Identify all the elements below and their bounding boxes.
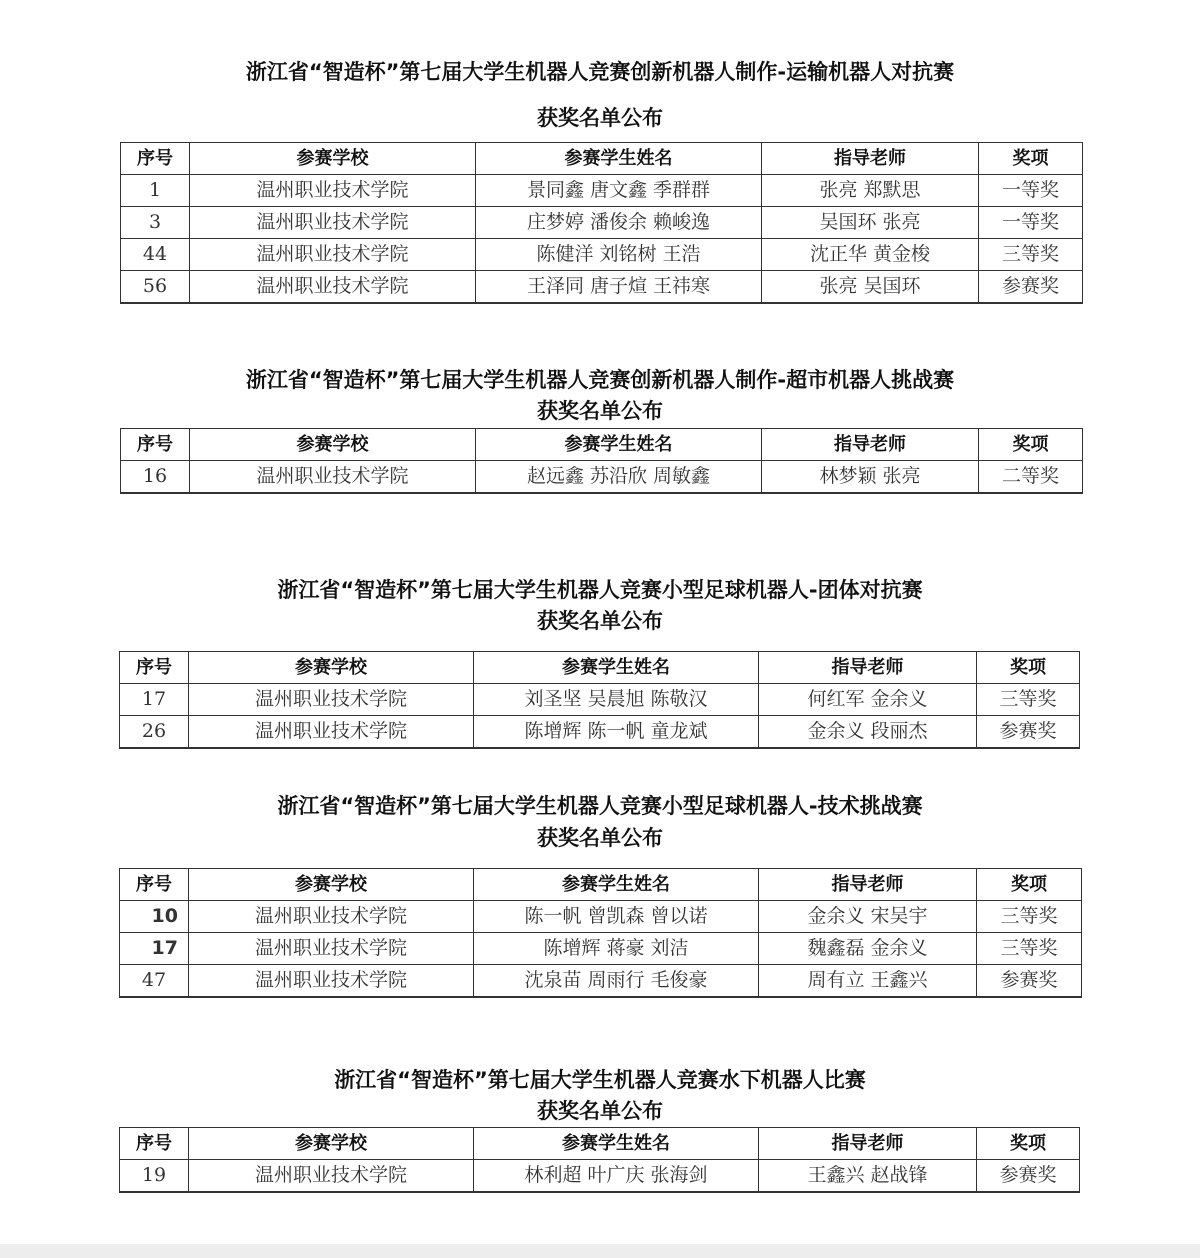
table-row (121, 207, 1083, 239)
section-1-title: 浙江省“智造杯”第七届大学生机器人竞赛创新机器人制作-运输机器人对抗赛 (245, 60, 955, 84)
header-school: 参赛学校 (189, 652, 474, 684)
section-3-subtitle: 获奖名单公布 (537, 609, 663, 633)
cell-school: 温州职业技术学院 (190, 239, 476, 271)
cell-award: 参赛奖 (977, 1160, 1080, 1193)
cell-no: 44 (121, 239, 190, 271)
section-3-table (119, 651, 1080, 749)
cell-teachers: 张亮 郑默思 (762, 175, 979, 207)
cell-students: 庄梦婷 潘俊余 赖峻逸 (476, 207, 762, 239)
cell-no: 56 (121, 271, 190, 304)
cell-no: 16 (121, 461, 190, 494)
header-students: 参赛学生姓名 (474, 1128, 759, 1160)
cell-award: 参赛奖 (977, 716, 1080, 749)
table-header-row (120, 869, 1082, 901)
cell-award: 三等奖 (977, 933, 1082, 965)
header-teachers: 指导老师 (759, 1128, 977, 1160)
header-no: 序号 (120, 869, 189, 901)
cell-teachers: 吴国环 张亮 (762, 207, 979, 239)
table-row (121, 175, 1083, 207)
header-award: 奖项 (977, 1128, 1080, 1160)
cell-award: 参赛奖 (977, 965, 1082, 998)
cell-award: 一等奖 (979, 207, 1083, 239)
header-no: 序号 (120, 1128, 189, 1160)
table-row (120, 684, 1080, 716)
cell-school: 温州职业技术学院 (189, 1160, 474, 1193)
section-2-subtitle: 获奖名单公布 (537, 399, 663, 423)
header-teachers: 指导老师 (759, 869, 977, 901)
cell-students: 陈增辉 陈一帆 童龙斌 (474, 716, 759, 749)
cell-students: 陈一帆 曾凯森 曾以诺 (474, 901, 759, 933)
cell-teachers: 张亮 吴国环 (762, 271, 979, 304)
table-row (120, 933, 1082, 965)
section-3-title: 浙江省“智造杯”第七届大学生机器人竞赛小型足球机器人-团体对抗赛 (277, 578, 923, 602)
cell-school: 温州职业技术学院 (190, 175, 476, 207)
section-1-table (120, 142, 1083, 304)
header-no: 序号 (121, 429, 190, 461)
cell-students: 景同鑫 唐文鑫 季群群 (476, 175, 762, 207)
cell-award: 二等奖 (979, 461, 1083, 494)
cell-no: 19 (120, 1160, 189, 1193)
table-row (120, 901, 1082, 933)
section-4-table (119, 868, 1082, 998)
cell-students: 沈泉苗 周雨行 毛俊豪 (474, 965, 759, 998)
table-row (121, 239, 1083, 271)
table-header-row (121, 429, 1083, 461)
cell-teachers: 林梦颖 张亮 (762, 461, 979, 494)
header-students: 参赛学生姓名 (476, 143, 762, 175)
table-header-row (120, 652, 1080, 684)
cell-no: 17 (120, 933, 189, 965)
table-header-row (120, 1128, 1080, 1160)
header-award: 奖项 (977, 869, 1082, 901)
table-row (120, 1160, 1080, 1193)
header-teachers: 指导老师 (759, 652, 977, 684)
header-award: 奖项 (979, 143, 1083, 175)
cell-school: 温州职业技术学院 (190, 271, 476, 304)
section-1-subtitle: 获奖名单公布 (537, 106, 663, 130)
section-4-title: 浙江省“智造杯”第七届大学生机器人竞赛小型足球机器人-技术挑战赛 (277, 794, 923, 818)
section-5-table (119, 1127, 1080, 1193)
bottom-band (0, 1244, 1200, 1258)
section-4-subtitle: 获奖名单公布 (537, 826, 663, 850)
cell-students: 赵远鑫 苏沿欣 周敏鑫 (476, 461, 762, 494)
header-school: 参赛学校 (190, 429, 476, 461)
table-row (120, 965, 1082, 998)
header-students: 参赛学生姓名 (476, 429, 762, 461)
cell-school: 温州职业技术学院 (189, 684, 474, 716)
cell-award: 三等奖 (979, 239, 1083, 271)
cell-teachers: 王鑫兴 赵战锋 (759, 1160, 977, 1193)
header-students: 参赛学生姓名 (474, 869, 759, 901)
cell-no: 1 (121, 175, 190, 207)
cell-school: 温州职业技术学院 (190, 207, 476, 239)
cell-school: 温州职业技术学院 (189, 716, 474, 749)
header-teachers: 指导老师 (762, 143, 979, 175)
cell-school: 温州职业技术学院 (190, 461, 476, 494)
cell-no: 26 (120, 716, 189, 749)
header-no: 序号 (121, 143, 190, 175)
cell-award: 一等奖 (979, 175, 1083, 207)
header-award: 奖项 (977, 652, 1080, 684)
cell-no: 10 (120, 901, 189, 933)
header-students: 参赛学生姓名 (474, 652, 759, 684)
cell-teachers: 金余义 宋吴宇 (759, 901, 977, 933)
table-row (120, 716, 1080, 749)
cell-students: 刘圣坚 吴晨旭 陈敬汉 (474, 684, 759, 716)
header-award: 奖项 (979, 429, 1083, 461)
cell-school: 温州职业技术学院 (189, 965, 474, 998)
cell-students: 陈健洋 刘铭树 王浩 (476, 239, 762, 271)
cell-award: 参赛奖 (979, 271, 1083, 304)
section-5-title: 浙江省“智造杯”第七届大学生机器人竞赛水下机器人比赛 (334, 1068, 866, 1092)
cell-no: 47 (120, 965, 189, 998)
header-school: 参赛学校 (190, 143, 476, 175)
cell-teachers: 魏鑫磊 金余义 (759, 933, 977, 965)
cell-teachers: 周有立 王鑫兴 (759, 965, 977, 998)
header-school: 参赛学校 (189, 869, 474, 901)
cell-no: 3 (121, 207, 190, 239)
section-5-subtitle: 获奖名单公布 (537, 1099, 663, 1123)
table-row (121, 461, 1083, 494)
cell-award: 三等奖 (977, 684, 1080, 716)
header-teachers: 指导老师 (762, 429, 979, 461)
table-header-row (121, 143, 1083, 175)
cell-school: 温州职业技术学院 (189, 933, 474, 965)
cell-students: 王泽同 唐子煊 王祎寒 (476, 271, 762, 304)
cell-students: 陈增辉 蒋豪 刘洁 (474, 933, 759, 965)
section-2-title: 浙江省“智造杯”第七届大学生机器人竞赛创新机器人制作-超市机器人挑战赛 (245, 368, 955, 392)
cell-teachers: 金余义 段丽杰 (759, 716, 977, 749)
section-2-table (120, 428, 1083, 494)
header-school: 参赛学校 (189, 1128, 474, 1160)
table-row (121, 271, 1083, 304)
cell-teachers: 沈正华 黄金梭 (762, 239, 979, 271)
cell-students: 林利超 叶广庆 张海剑 (474, 1160, 759, 1193)
cell-school: 温州职业技术学院 (189, 901, 474, 933)
cell-no: 17 (120, 684, 189, 716)
cell-teachers: 何红军 金余义 (759, 684, 977, 716)
cell-award: 三等奖 (977, 901, 1082, 933)
header-no: 序号 (120, 652, 189, 684)
